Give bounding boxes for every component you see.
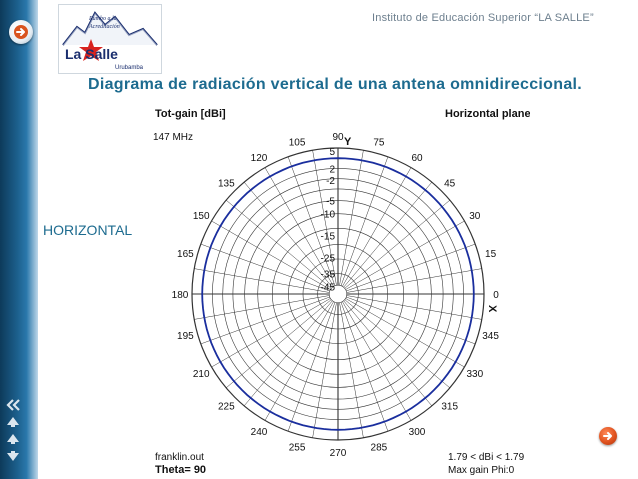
angle-tick-label: 135 [217, 178, 235, 190]
arrow-down-icon [6, 450, 20, 462]
logo-line2: Acreditación [89, 24, 120, 30]
angle-tick-label: 165 [177, 249, 194, 261]
angle-tick-label: 225 [217, 401, 235, 413]
angle-tick-label: 45 [444, 178, 456, 190]
next-slide-button[interactable] [599, 427, 617, 445]
angle-tick-label: 30 [469, 211, 481, 222]
grid-spoke [344, 301, 432, 406]
grid-spoke [226, 300, 331, 388]
grid-spoke [194, 296, 329, 320]
chart-top-left-label: Tot-gain [dBi] [155, 108, 226, 120]
radial-tick-label: -25 [320, 253, 335, 265]
radial-tick-label: -35 [320, 269, 335, 281]
grid-spoke [340, 303, 364, 438]
institution-header: Instituto de Educación Superior “LA SALLE” [372, 12, 594, 24]
slide-title: Diagrama de radiación vertical de una antena omnidireccional. [88, 76, 583, 93]
angle-tick-label: 75 [373, 137, 385, 149]
nav-up-button[interactable] [4, 432, 22, 446]
radial-tick-label: 5 [329, 146, 335, 158]
logo-brand: La Salle [65, 46, 118, 62]
chart-frequency: 147 MHz [153, 132, 194, 143]
axis-x-label: X [486, 305, 498, 313]
angle-tick-label: 300 [408, 426, 426, 438]
angle-tick-label: 15 [485, 249, 497, 261]
arrow-up-icon [6, 433, 20, 445]
angle-tick-label: 120 [250, 153, 268, 165]
angle-tick-label: 210 [192, 369, 210, 380]
label-layer [172, 132, 500, 459]
polar-plot-svg [145, 104, 530, 478]
angle-tick-label: 270 [329, 448, 347, 459]
radial-tick-label: 2 [329, 164, 335, 176]
angle-tick-label: 345 [482, 330, 499, 342]
chart-theta-label: Theta= 90 [155, 464, 207, 476]
grid-spoke [313, 303, 337, 438]
angle-tick-label: 330 [466, 369, 484, 380]
chart-range-label: 1.79 < dBi < 1.79 [448, 452, 525, 463]
arrow-right-circle-icon [13, 24, 29, 40]
double-arrow-left-icon [5, 399, 21, 411]
grid-spoke [244, 182, 332, 287]
grid-spoke [346, 244, 475, 291]
grid-spoke [226, 200, 331, 288]
sidebar [0, 0, 38, 479]
angle-tick-label: 180 [171, 290, 189, 301]
logo-city: Urubamba [115, 65, 144, 71]
radial-tick-label: -5 [326, 196, 335, 208]
radial-tick-label: -45 [320, 282, 335, 294]
grid-spoke [345, 200, 450, 288]
sidebar-nav-arrows [4, 398, 26, 463]
logo-line1: Rumbo a la [89, 16, 117, 22]
grid-spoke [347, 269, 482, 293]
nav-prev-button[interactable] [4, 415, 22, 429]
grid-spoke [341, 157, 388, 286]
grid-spoke [346, 297, 475, 344]
chart-maxgain-label: Max gain Phi:0 [448, 465, 515, 476]
nav-first-button[interactable] [4, 398, 22, 412]
angle-tick-label: 105 [288, 137, 306, 149]
angle-tick-label: 60 [411, 153, 423, 165]
axis-y-label: Y [344, 136, 352, 148]
arrow-up-icon [6, 416, 20, 428]
logo-graphic [59, 5, 161, 73]
chart-file-label: franklin.out [155, 452, 204, 463]
arrow-right-circle-icon [602, 430, 614, 442]
grid-spoke [347, 296, 482, 320]
nav-next-button[interactable] [4, 449, 22, 463]
radial-tick-label: -15 [320, 231, 335, 243]
grid-spoke [244, 301, 332, 406]
radiation-pattern-chart [145, 104, 530, 478]
grid-spoke [345, 300, 450, 388]
angle-tick-label: 0 [493, 290, 499, 301]
la-salle-logo [58, 4, 162, 74]
angle-tick-label: 195 [177, 330, 194, 342]
angle-tick-label: 315 [441, 401, 459, 413]
angle-tick-label: 255 [288, 442, 306, 454]
side-label: HORIZONTAL [43, 222, 133, 238]
grid-spoke [194, 269, 329, 293]
grid-spoke [344, 182, 432, 287]
grid-spoke [288, 302, 335, 431]
grid-spoke [340, 150, 364, 285]
grid-spoke [201, 297, 330, 344]
chart-top-right-label: Horizontal plane [445, 108, 530, 120]
angle-tick-label: 240 [250, 426, 268, 438]
polar-grid [192, 148, 484, 440]
angle-tick-label: 90 [332, 132, 344, 143]
angle-tick-label: 150 [192, 211, 210, 222]
grid-spoke [341, 302, 388, 431]
radial-tick-label: -10 [320, 209, 335, 221]
radial-tick-label: -2 [326, 176, 335, 188]
grid-spoke [201, 244, 330, 291]
back-button[interactable] [9, 20, 33, 44]
angle-tick-label: 285 [370, 442, 388, 454]
